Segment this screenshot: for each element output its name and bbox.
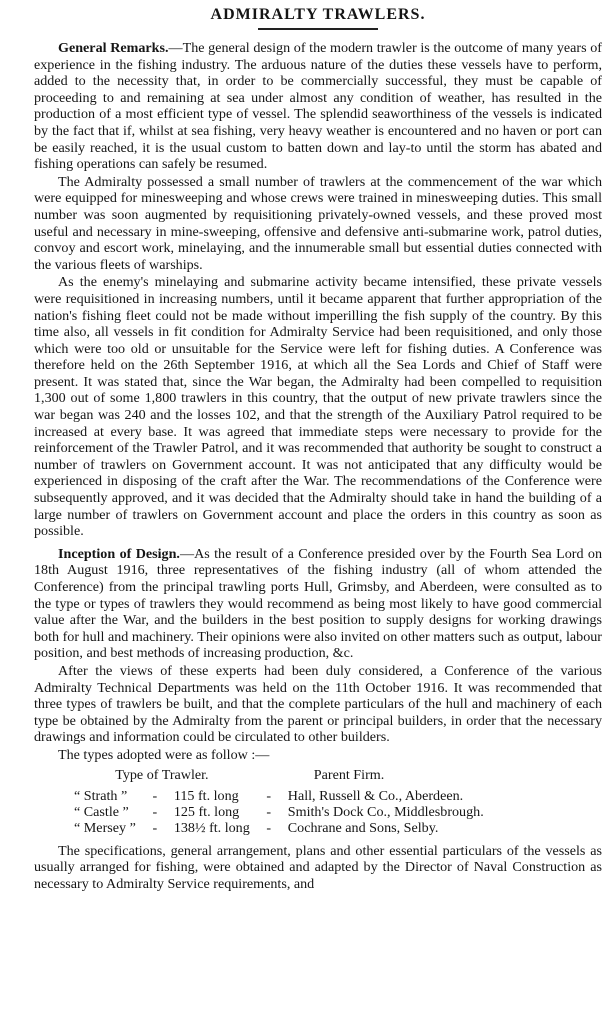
table-row: [70, 804, 488, 820]
parent-firm: Cochrane and Sons, Selby.: [287, 820, 439, 837]
inception-text-1: —As the result of a Conference presided over by the Fourth Sea Lord on 18th August 1916, three representatives of the fishing industry (all of whom attended the Conference) from the principal trawling ports Hull, Grimsby, and Aberdeen, were consulted as to the type or types of trawlers they would recommend as being most likely to have good commercial value after the War, and the builders in the best position to supply designs for working drawings both for hull and machinery. Their opinions were also invited on other matters such as output, labour position, and best methods of increasing production, &c.: [34, 545, 602, 662]
general-remarks-paragraph-1: [34, 40, 602, 173]
trawler-length: 125 ft. long: [173, 803, 240, 820]
general-remarks-heading: General Remarks.: [58, 40, 169, 56]
table-header-row: [70, 766, 488, 788]
trawler-length: 115 ft. long: [173, 787, 239, 804]
trawler-length: 138½ ft. long: [173, 820, 250, 837]
dash-separator: -: [266, 787, 272, 804]
general-remarks-text-1: —The general design of the modern trawler is the outcome of many years of experience in the fishing industry. The arduous nature of the duties these vessels have to perform, added to the necessity that, in order to be commercially successful, they must be capable of proceeding to and remaining at sea under almost any condition of weather, has resulted in the production of a most efficient type of vessel. The splendid seaworthiness of the vessels is indicated by the fact that if, whilst at sea fishing, very heavy weather is encountered and no haven or port can be easily reached, it is the usual custom to batten down and lay-to until the storm has abated and fishing operations can safely be resumed.: [34, 40, 602, 173]
general-remarks-paragraph-2: The Admiralty possessed a small number of trawlers at the commencement of the war which were equipped for minesweeping and whose crews were trained in minesweeping duties. This small number was soon augmented by requisitioning privately-owned vessels, and these proved most useful and necessary in mine-sweeping, offensive and defensive anti-submarine work, patrol duties, convoy and escort work, minelaying, and the innumerable small but essential duties connected with the various fleets of warships.: [34, 173, 602, 273]
trawler-type-name: “ Strath ”: [74, 787, 128, 804]
trawler-type-name: “ Mersey ”: [74, 820, 136, 837]
dash-separator: -: [266, 803, 272, 820]
page-title: ADMIRALTY TRAWLERS.: [210, 6, 426, 23]
dash-separator: -: [152, 820, 158, 837]
dash-separator: -: [152, 803, 158, 820]
dash-separator: -: [266, 820, 272, 837]
inception-heading: Inception of Design.: [58, 545, 180, 562]
parent-firm: Smith's Dock Co., Middlesbrough.: [287, 803, 484, 820]
trawler-type-name: “ Castle ”: [74, 803, 129, 820]
dash-separator: -: [152, 787, 158, 804]
trawler-types-table: [70, 766, 488, 837]
firm-column-header: Parent Firm.: [313, 766, 385, 783]
parent-firm: Hall, Russell & Co., Aberdeen.: [287, 787, 464, 804]
closing-paragraph: The specifications, general arrangement, plans and other essential particulars of the vessels as usually arranged for fishing, were obtained and adapted by the Director of Naval Construction as necessary to Admiralty Service requirements, and: [34, 842, 602, 892]
inception-paragraph-3: The types adopted were as follow :—: [58, 746, 270, 763]
inception-paragraph-2: After the views of these experts had been duly considered, a Conference of the various Admiralty Technical Departments was held on the 11th October 1916. It was recommended that three types of trawlers be built, and that the complete particulars of the hull and machinery of each type be obtained by the Admiralty from the parent or principal builders, in order that the necessary drawings and information could be circulated to other builders.: [34, 662, 602, 746]
table-row: [70, 820, 488, 836]
general-remarks-paragraph-3: As the enemy's minelaying and submarine activity became intensified, these private vessels were requisitioned in increasing numbers, until it became apparent that further appropriation of the nation's fishing fleet could not be made without imperilling the fish supply of the country. By this time also, all vessels in fit condition for Admiralty Service had been requisitioned, and only those which were too old or unsuitable for the Service were left for fishing duties. A Conference was therefore held on the 26th September 1916, at which all the Sea Lords and Chief of Staff were present. It was stated that, since the War began, the Admiralty had been compelled to requisition 1,300 out of some 1,800 trawlers in this country, that the output of new private trawlers since the war began was 240 and the losses 102, and that the strength of the Auxiliary Patrol required to be increased at every base. It was agreed that immediate steps were necessary to provide for the reinforcement of the Trawler Patrol, and it was recommended that authority be sought to construct a number of trawlers on Government account. It was not anticipated that any difficulty would be experienced in disposing of the craft after the War. The recommendations of the Conference were subsequently approved, and it was decided that the Admiralty should take in hand the building of a large number of trawlers on Government account and place the orders in this country as soon as possible.: [34, 274, 602, 540]
table-row: [70, 788, 488, 804]
title-underline: [258, 28, 378, 30]
type-column-header: Type of Trawler.: [115, 766, 209, 783]
inception-paragraph-1: [34, 546, 602, 662]
